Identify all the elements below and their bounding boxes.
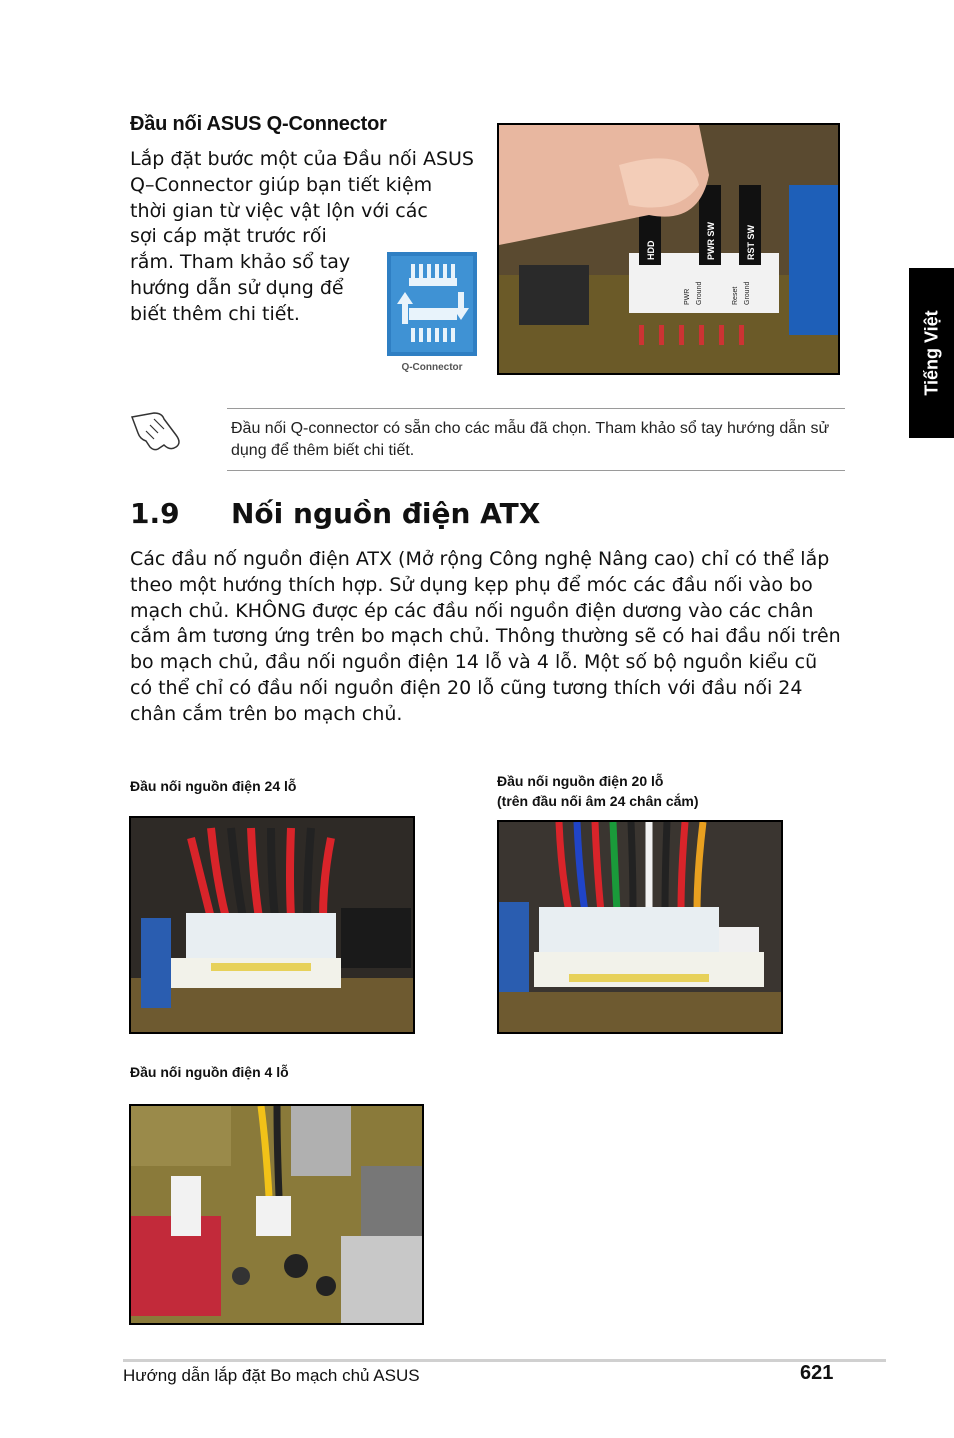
qconnector-icon-caption: Q-Connector <box>401 362 463 373</box>
photo-label-reset: Reset <box>732 286 739 305</box>
language-tab-label: Tiếng Việt <box>921 310 941 396</box>
photo-label-ground: Ground <box>696 281 703 305</box>
qconnector-line: thời gian từ việc vật lộn với các <box>130 199 428 222</box>
atx-line: bo mạch chủ, đầu nối nguồn điện 14 lỗ và 4 lỗ. Một số bộ nguồn kiểu cũ <box>130 651 818 674</box>
qconnector-line: biết thêm chi tiết. <box>130 302 300 325</box>
caption-20-pin-line1: Đầu nối nguồn điện 20 lỗ <box>497 773 664 789</box>
photo-label-rst-sw: RST SW <box>746 225 756 260</box>
photo-20-pin-connector <box>497 820 783 1034</box>
caption-4-pin: Đầu nối nguồn điện 4 lỗ <box>130 1064 289 1080</box>
note-top-rule <box>227 408 845 409</box>
note-text: Đầu nối Q-connector có sẵn cho các mẫu đã chọn. Tham khảo sổ tay hướng dẫn sử dụng để thêm biết chi tiết. <box>231 420 830 459</box>
qconnector-line: sợi cáp mặt trước rối <box>130 225 327 248</box>
language-tab <box>909 268 954 438</box>
qconnector-line: hướng dẫn sử dụng để <box>130 276 344 299</box>
photo-4-pin-connector <box>129 1104 424 1325</box>
section-number: 1.9 <box>130 497 180 530</box>
photo-label-pwr: PWR <box>684 288 691 305</box>
atx-line: chân cắm trên bo mạch chủ. <box>130 702 403 725</box>
qconnector-line: rắm. Tham khảo sổ tay <box>130 251 351 274</box>
note-bottom-rule <box>227 470 845 471</box>
atx-line: Các đầu nố nguồn điện ATX (Mở rộng Công nghệ Nâng cao) chỉ có thể lắp <box>130 548 830 570</box>
qconnector-line: Q–Connector giúp bạn tiết kiệm <box>130 173 433 196</box>
photo-label-hdd: HDD <box>646 240 656 260</box>
footer-text: Hướng dẫn lắp đặt Bo mạch chủ ASUS <box>123 1366 420 1385</box>
footer-rule <box>123 1359 886 1362</box>
qconnector-icon <box>387 252 477 374</box>
qconnector-line: Lắp đặt bước một của Đầu nối ASUS <box>130 148 474 170</box>
qconnector-heading: Đầu nối ASUS Q-Connector <box>130 113 387 135</box>
qconnector-photo <box>497 123 840 375</box>
atx-description <box>130 547 850 728</box>
atx-line: có thể chỉ có đầu nối nguồn điện 20 lỗ cũng tương thích với đầu nối 24 <box>130 676 803 699</box>
pointing-hand-icon <box>128 405 188 455</box>
atx-line: cắm âm tương ứng trên bo mạch chủ. Thông thường sẽ có hai đầu nối trên <box>130 625 841 648</box>
page-number: 621 <box>800 1362 834 1384</box>
photo-label-pwr-sw: PWR SW <box>706 222 716 260</box>
caption-20-pin <box>497 771 699 811</box>
photo-label-ground-2: Ground <box>744 281 751 305</box>
section-title: Nối nguồn điện ATX <box>231 497 541 530</box>
photo-24-pin-connector <box>129 816 415 1034</box>
caption-20-pin-line2: (trên đầu nối âm 24 chân cắm) <box>497 793 699 809</box>
caption-24-pin: Đầu nối nguồn điện 24 lỗ <box>130 778 297 794</box>
atx-line: theo một hướng thích hợp. Sử dụng kẹp phụ để móc các đầu nối vào bo <box>130 573 813 596</box>
atx-line: mạch chủ. KHÔNG được ép các đầu nối nguồn điện dương vào các chân <box>130 599 814 622</box>
